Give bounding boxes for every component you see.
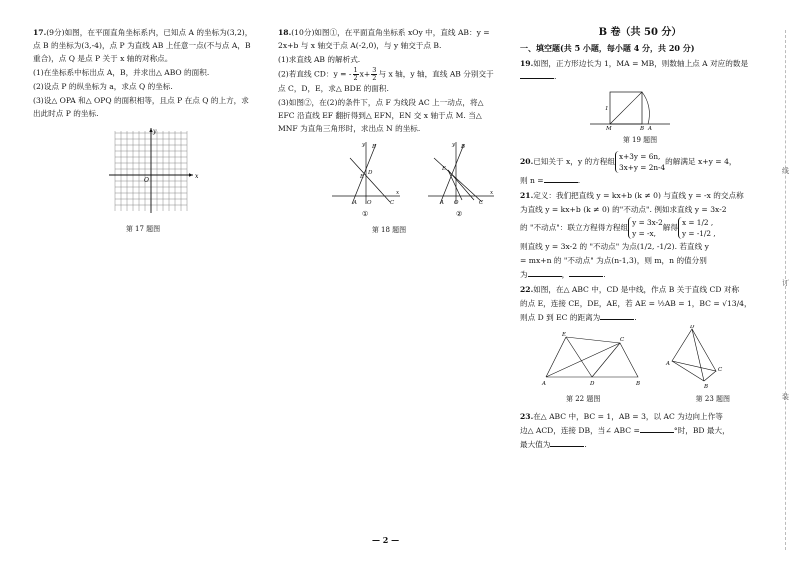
q23-end: . — [584, 440, 587, 449]
q23-line2 — [520, 424, 760, 437]
q22-end: . — [634, 313, 637, 322]
q21-solution — [678, 217, 716, 239]
q17-axis-y-label: y — [153, 128, 157, 135]
q17-origin-label: O — [144, 177, 149, 184]
q19-number: 19. — [520, 59, 534, 68]
svg-text:x: x — [490, 190, 494, 196]
q22-number: 22. — [520, 285, 534, 294]
q22-line3-text: 则点 D 到 EC 的距离为 — [520, 313, 601, 322]
q22-line3 — [520, 311, 760, 324]
svg-text:B: B — [636, 381, 641, 387]
q21-answer-blank-m[interactable] — [528, 268, 562, 277]
q22-figure — [546, 337, 638, 377]
q17-part2: (2)设点 P 的纵坐标为 a，求点 Q 的坐标. — [33, 82, 173, 91]
q21-answer-blank-n[interactable] — [569, 268, 606, 279]
svg-text:E: E — [562, 332, 567, 338]
q23-number: 23. — [520, 412, 534, 421]
q21-line4: 则直线 y = 3x-2 的 "不动点" 为点(1/2, -1/2). 若直线 y — [520, 242, 709, 251]
q20-stem — [520, 151, 760, 173]
q18-part2-a: (2)若直线 CD：y = - — [278, 69, 352, 79]
svg-text:A: A — [353, 200, 357, 206]
frac-den: 2 — [372, 74, 377, 82]
fill-blank-section-title: 一、填空题(共 5 小题，每小题 4 分，共 20 分) — [520, 43, 695, 53]
fraction-3-2 — [371, 67, 377, 82]
svg-text:C: C — [620, 337, 625, 343]
side-mark-xian: 线 — [782, 167, 789, 175]
q17-grid-figure — [33, 127, 253, 213]
svg-text:D: D — [690, 325, 695, 330]
q21-system — [628, 217, 663, 239]
q21-number: 21. — [520, 191, 534, 200]
column-middle — [278, 26, 500, 237]
svg-text:C: C — [718, 367, 723, 373]
q18-part2-b: x+ — [359, 69, 371, 79]
q23-caption: 第 23 题图 — [695, 395, 730, 403]
q23-figure — [672, 329, 716, 381]
q23-line2-b: °时，BD 最大， — [673, 426, 730, 435]
q20-system — [615, 151, 665, 173]
q21-sep: ， — [561, 270, 570, 279]
q18-body: (10分)如图①，在平面直角坐标系 xOy 中，直线 AB：y = 2x+b 与 x 轴交于点 A(-2,0)，与 y 轴交于点 B. — [278, 28, 493, 50]
q21-line1: 定义：我们把直线 y = kx+b (k ≠ 0) 与直线 y = -x 的交点称 — [533, 191, 744, 200]
q18-part2 — [278, 67, 500, 95]
frac-num: 3 — [372, 66, 377, 74]
q21-eq2: y = -x, — [632, 229, 656, 238]
q20-line2 — [520, 174, 760, 187]
svg-text:C: C — [390, 200, 395, 206]
q19-caption: 第 19 题图 — [622, 136, 658, 144]
q21-line6-text: 为 — [520, 270, 528, 279]
svg-text:B: B — [640, 126, 645, 130]
svg-text:E: E — [360, 174, 365, 180]
fraction-1-2 — [353, 67, 359, 82]
svg-text:A: A — [542, 381, 546, 387]
q19-answer-blank[interactable] — [520, 70, 557, 81]
q20-post: 的解满足 x+y = 4， — [665, 157, 737, 166]
svg-text:A: A — [648, 126, 652, 130]
q21-sol-x: x = 1/2 , — [681, 218, 714, 227]
q18-figure-2 — [428, 142, 494, 204]
q18-part2-c: 与 x 轴，y 轴，直线 AB 分别交于点 C，D，E，求△ BDE 的面积. — [278, 69, 494, 93]
q20-number: 20. — [520, 157, 534, 166]
q18-fig1-label: ① — [362, 210, 369, 218]
q23-line3-text: 最大值为 — [520, 440, 551, 449]
q22-answer-blank[interactable] — [600, 311, 637, 322]
column-left — [33, 26, 253, 236]
svg-text:A: A — [440, 200, 444, 206]
svg-text:B: B — [372, 144, 377, 150]
q23-line1: 在△ ABC 中，BC = 1，AB = 3，以 AC 为边向上作等 — [533, 412, 723, 421]
q21-sol-y: y = -1/2 , — [681, 229, 716, 238]
q18-fig2-label: ② — [456, 210, 463, 218]
svg-text:D: D — [590, 381, 595, 387]
side-mark-ding: 订 — [782, 279, 789, 287]
column-right — [520, 26, 760, 452]
q22-caption: 第 22 题图 — [566, 395, 601, 403]
q21-line3-a: 的 "不动点"：联立方程得方程组 — [520, 223, 629, 232]
q17-axis-x-label: x — [195, 173, 199, 180]
q21-line3 — [520, 217, 760, 239]
side-mark-zhuang: 装 — [782, 393, 789, 401]
svg-text:B: B — [704, 384, 709, 389]
q17-stem — [33, 26, 253, 65]
q18-number: 18. — [278, 28, 292, 37]
q20-eq2: 3x+y = 2n-4 — [618, 163, 666, 172]
q22-line2: 的点 E，连接 CE，DE，AE，若 AE = ½AB = 1，BC = √13/4， — [520, 299, 752, 308]
q21-stem — [520, 189, 760, 202]
svg-text:M: M — [606, 126, 612, 130]
svg-text:E: E — [442, 166, 447, 172]
q19-figure — [520, 84, 760, 130]
svg-text:C: C — [479, 200, 484, 206]
q20-eq1: x+3y = 6n, — [618, 152, 661, 161]
frac-num: 1 — [353, 66, 358, 74]
q22-line1: 如图，在△ ABC 中，CD 是中线，作点 B 关于直线 CD 对称 — [533, 285, 740, 294]
q23-answer-blank-max[interactable] — [550, 438, 587, 449]
part-b-header: B 卷（共 50 分） — [598, 27, 682, 38]
q21-eq1: y = 3x-2 — [632, 218, 663, 227]
q19-end: . — [554, 72, 557, 81]
q18-figure-1 — [332, 142, 400, 204]
q17-number: 17. — [33, 28, 47, 37]
q22-q23-figures — [520, 325, 760, 389]
q17-caption: 第 17 题图 — [125, 225, 161, 233]
q20-end: . — [577, 176, 581, 185]
q21-line2: 为直线 y = kx+b (k ≠ 0) 的"不动点". 例如求直线 y = 3x-2 — [520, 205, 727, 214]
q17-body: (9分)如图，在平面直角坐标系内，已知点 A 的坐标为(3,2)，点 B 的坐标为(3,-4)，点 P 为直线 AB 上任意一点(不与点 A，B 重合)，点 Q 是点 P 关于 x 轴的对称点。 — [33, 28, 253, 63]
q17-part3: (3)设△ OPA 和△ OPQ 的面积相等，且点 P 在点 Q 的上方，求出此时点 P 的坐标. — [33, 96, 249, 118]
q23-answer-blank-angle[interactable] — [640, 424, 674, 433]
svg-text:y: y — [452, 142, 456, 148]
q18-stem — [278, 26, 500, 52]
page-number: — 2 — — [372, 535, 400, 545]
svg-text:1: 1 — [605, 106, 609, 112]
q21-line3-b: 解得 — [662, 223, 678, 232]
q18-part1: (1)求直线 AB 的解析式. — [278, 55, 361, 64]
q23-line2-text: 边△ ACD，连接 DB，当∠ ABC = — [520, 426, 640, 435]
q22-q23-captions — [520, 393, 730, 406]
svg-text:B: B — [461, 144, 466, 150]
svg-text:y: y — [362, 142, 366, 148]
q18-caption: 第 18 题图 — [371, 226, 407, 234]
svg-text:O: O — [367, 200, 372, 206]
q21-line6 — [520, 268, 760, 281]
q23-line3 — [520, 438, 760, 451]
q19-stem — [520, 57, 760, 83]
q23-stem — [520, 410, 760, 423]
frac-den: 2 — [353, 74, 358, 82]
svg-text:x: x — [396, 190, 400, 196]
svg-text:O: O — [454, 200, 459, 206]
q17-part1: (1)在坐标系中标出点 A，B，并求出△ ABO 的面积. — [33, 68, 210, 77]
q18-figures — [278, 140, 500, 220]
q21-end: . — [603, 270, 606, 279]
q18-part3: (3)如图②，在(2)的条件下，点 F 为线段 AC 上一动点，将△ EFC 沿直线 EF 翻折得到△ EFN，EN 交 x 轴于点 M. 当△ MNF 为直角三角形时，求出点 N 的坐标. — [278, 98, 486, 133]
q22-stem — [520, 283, 760, 296]
q20-line2-text: 则 n = — [520, 176, 544, 185]
q21-line5: = mx+n 的 "不动点" 为点(n-1,3)，则 m，n 的值分别 — [520, 256, 707, 265]
q20-answer-blank[interactable] — [544, 174, 581, 185]
binding-line — [785, 30, 786, 550]
svg-text:A: A — [666, 361, 670, 367]
q20-pre: 已知关于 x，y 的方程组 — [533, 157, 615, 166]
q19-body: 如图，正方形边长为 1，MA = MB，则数轴上点 A 对应的数是 — [533, 59, 749, 68]
svg-text:D: D — [368, 170, 373, 176]
